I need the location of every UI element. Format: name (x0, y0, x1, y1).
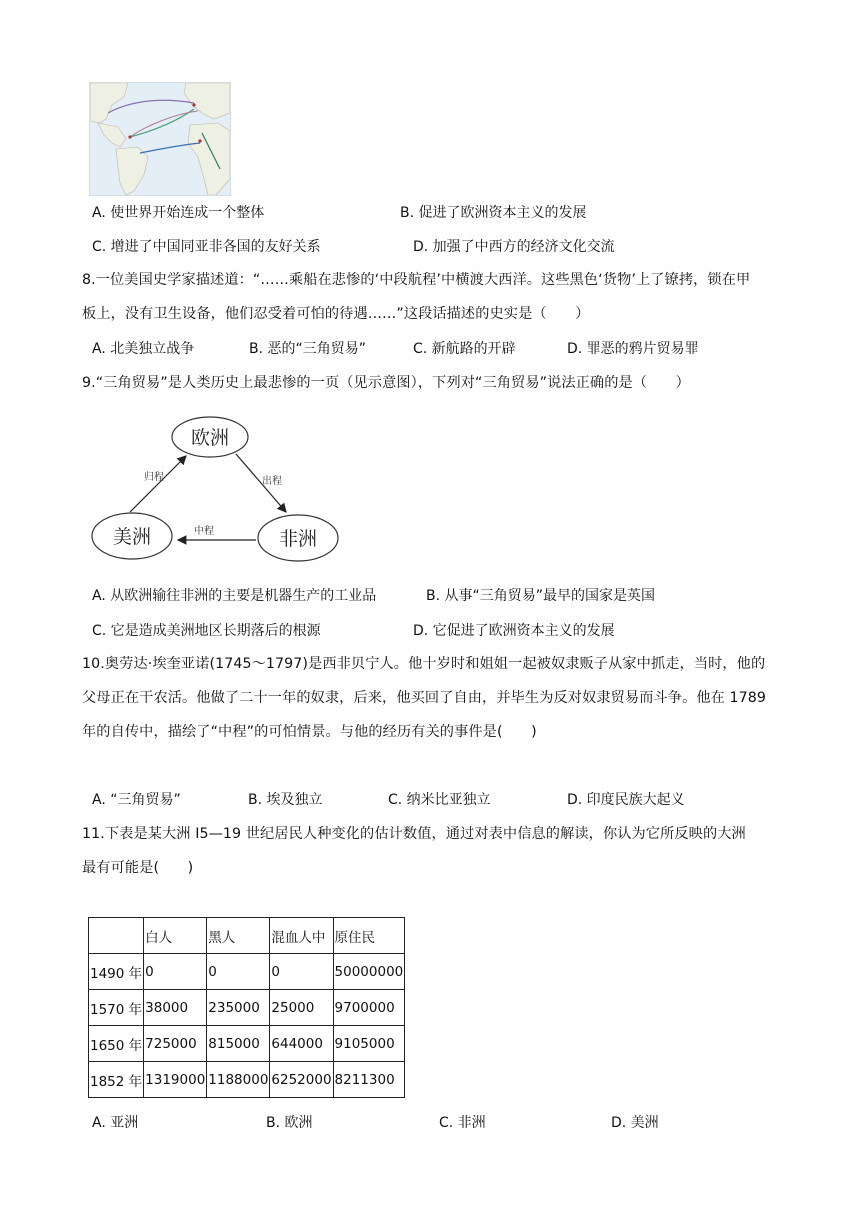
q9-option-d[interactable]: D. 它促进了欧洲资本主义的发展 (413, 623, 615, 639)
q8-option-b[interactable]: B. 恶的“三角贸易” (249, 341, 367, 357)
table-header-cell: 混血人中 (270, 918, 333, 954)
q11-option-d[interactable]: D. 美洲 (611, 1115, 659, 1131)
q10-stem-line-1: 10.奥劳达·埃奎亚诺(1745～1797)是西非贝宁人。他十岁时和姐姐一起被奴隶贩子从家中抓走，当时，他的 (82, 656, 766, 672)
table-cell: 1650 年 (89, 1026, 144, 1062)
europe-label: 欧洲 (190, 427, 230, 449)
table-cell: 815000 (207, 1026, 270, 1062)
trade-route-map-graphic (90, 83, 230, 195)
table-cell: 235000 (207, 990, 270, 1026)
table-cell: 644000 (270, 1026, 333, 1062)
q10-option-d[interactable]: D. 印度民族大起义 (567, 792, 685, 808)
return-leg-label: 归程 (144, 472, 164, 483)
table-cell: 1188000 (207, 1062, 270, 1098)
table-cell: 725000 (144, 1026, 207, 1062)
q10-option-a[interactable]: A. “三角贸易” (92, 792, 181, 808)
q8-option-c[interactable]: C. 新航路的开辟 (413, 341, 516, 357)
table-cell: 9105000 (333, 1026, 405, 1062)
table-row (89, 954, 405, 990)
table-cell: 6252000 (270, 1062, 333, 1098)
q7-option-c[interactable]: C. 增进了中国同亚非各国的友好关系 (92, 239, 321, 255)
table-cell: 0 (270, 954, 333, 990)
middle-leg-label: 中程 (194, 526, 214, 537)
q10-option-b[interactable]: B. 埃及独立 (248, 792, 323, 808)
table-cell: 25000 (270, 990, 333, 1026)
table-header-cell (89, 918, 144, 954)
q9-option-a[interactable]: A. 从欧洲输往非洲的主要是机器生产的工业品 (92, 588, 377, 604)
q8-option-d[interactable]: D. 罪恶的鸦片贸易罪 (567, 341, 699, 357)
table-cell: 50000000 (333, 954, 405, 990)
q8-stem-line-2: 板上，没有卫生设备，他们忍受着可怕的待遇……”这段话描述的史实是（ ） (82, 306, 590, 322)
table-header-row (89, 918, 405, 954)
q7-option-a[interactable]: A. 使世界开始连成一个整体 (92, 205, 265, 221)
q8-option-a[interactable]: A. 北美独立战争 (92, 341, 195, 357)
q9-stem: 9.“三角贸易”是人类历史上最悲惨的一页（见示意图），下列对“三角贸易”说法正确的是（ ） (82, 375, 690, 391)
q8-stem-line-1: 8.一位美国史学家描述道：“……乘船在悲惨的‘中段航程’中横渡大西洋。这些黑色‘货物’上了镣拷，锁在甲 (82, 272, 751, 288)
q10-stem-line-3: 年的自传中，描绘了“中程”的可怕情景。与他的经历有关的事件是( ) (82, 724, 537, 740)
q11-option-a[interactable]: A. 亚洲 (92, 1115, 139, 1131)
q7-option-b[interactable]: B. 促进了欧洲资本主义的发展 (400, 205, 587, 221)
q7-option-d[interactable]: D. 加强了中西方的经济文化交流 (413, 239, 615, 255)
table-cell: 9700000 (333, 990, 405, 1026)
q10-stem-line-2: 父母正在干农活。他做了二十一年的奴隶，后来，他买回了自由，并毕生为反对奴隶贸易而斗争。他在 1789 (82, 690, 767, 706)
population-table (88, 917, 405, 1098)
table-cell: 1490 年 (89, 954, 144, 990)
q11-option-b[interactable]: B. 欧洲 (266, 1115, 313, 1131)
table-header-cell: 原住民 (333, 918, 405, 954)
table-cell: 38000 (144, 990, 207, 1026)
q9-option-c[interactable]: C. 它是造成美洲地区长期落后的根源 (92, 623, 321, 639)
q11-option-c[interactable]: C. 非洲 (439, 1115, 486, 1131)
table-cell: 0 (207, 954, 270, 990)
table-cell: 1852 年 (89, 1062, 144, 1098)
table-cell: 1570 年 (89, 990, 144, 1026)
outbound-leg-label: 出程 (262, 476, 282, 487)
return-leg-arrow (130, 456, 186, 512)
q11-stem-line-2: 最有可能是( ) (82, 860, 194, 876)
q10-option-c[interactable]: C. 纳米比亚独立 (388, 792, 491, 808)
table-row (89, 1062, 405, 1098)
table-cell: 8211300 (333, 1062, 405, 1098)
table-row (89, 990, 405, 1026)
triangle-trade-diagram (90, 408, 350, 570)
table-cell: 0 (144, 954, 207, 990)
q11-stem-line-1: 11.下表是某大洲 I5—19 世纪居民人种变化的估计数值，通过对表中信息的解读，你认为它所反映的大洲 (82, 826, 746, 842)
table-cell: 1319000 (144, 1062, 207, 1098)
q9-option-b[interactable]: B. 从事“三角贸易”最早的国家是英国 (426, 588, 656, 604)
africa-label: 非洲 (278, 528, 318, 550)
america-label: 美洲 (112, 526, 152, 548)
table-header-cell: 黑人 (207, 918, 270, 954)
table-row (89, 1026, 405, 1062)
table-header-cell: 白人 (144, 918, 207, 954)
trade-route-map (89, 82, 231, 196)
